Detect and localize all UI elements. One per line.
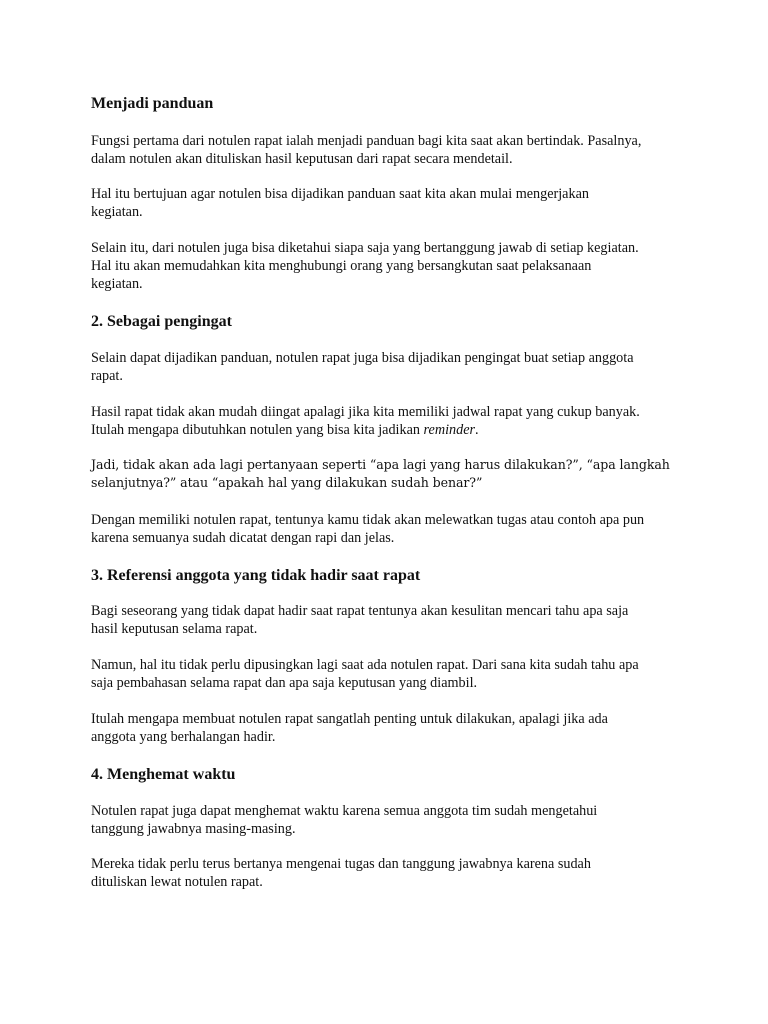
paragraph (91, 855, 691, 891)
text-line: Jadi, tidak akan ada lagi pertanyaan seperti “apa lagi yang harus dilakukan?”, “apa langkah (91, 457, 670, 472)
paragraph (91, 456, 691, 492)
text-line: Selain dapat dijadikan panduan, notulen rapat juga bisa dijadikan pengingat buat setiap anggota (91, 350, 634, 366)
text-line: kegiatan. (91, 276, 143, 292)
paragraph (91, 349, 691, 385)
text-line: Namun, hal itu tidak perlu dipusingkan lagi saat ada notulen rapat. Dari sana kita sudah tahu apa (91, 657, 639, 673)
text-line: Mereka tidak perlu terus bertanya mengenai tugas dan tanggung jawabnya karena sudah (91, 856, 591, 872)
emphasis-text: reminder (423, 422, 476, 438)
text-segment: . (475, 422, 479, 438)
text-line: Itulah mengapa membuat notulen rapat sangatlah penting untuk dilakukan, apalagi jika ada (91, 711, 608, 727)
text-line: Fungsi pertama dari notulen rapat ialah menjadi panduan bagi kita saat akan bertindak. Pasalnya, (91, 133, 642, 149)
text-line: dituliskan lewat notulen rapat. (91, 874, 263, 890)
paragraph (91, 239, 691, 293)
text-line: kegiatan. (91, 204, 143, 220)
text-line: hasil keputusan selama rapat. (91, 621, 258, 637)
text-line: karena semuanya sudah dicatat dengan rapi dan jelas. (91, 530, 395, 546)
text-line: Selain itu, dari notulen juga bisa diketahui siapa saja yang bertanggung jawab di setiap kegiatan. (91, 240, 639, 256)
paragraph (91, 403, 691, 439)
paragraph (91, 185, 691, 221)
section-heading: 3. Referensi anggota yang tidak hadir saat rapat (91, 567, 421, 584)
paragraph (91, 602, 691, 638)
paragraph (91, 511, 691, 547)
text-line: anggota yang berhalangan hadir. (91, 729, 276, 745)
section-heading: 4. Menghemat waktu (91, 766, 236, 783)
text-line: selanjutnya?” atau “apakah hal yang dilakukan sudah benar?” (91, 475, 483, 490)
text-line: Hal itu akan memudahkan kita menghubungi orang yang bersangkutan saat pelaksanaan (91, 258, 592, 274)
section-heading: 2. Sebagai pengingat (91, 313, 232, 330)
section-heading: Menjadi panduan (91, 95, 214, 112)
text-line: Hal itu bertujuan agar notulen bisa dijadikan panduan saat kita akan mulai mengerjakan (91, 186, 589, 202)
paragraph (91, 710, 691, 746)
text-line: Bagi seseorang yang tidak dapat hadir saat rapat tentunya akan kesulitan mencari tahu apa saja (91, 603, 629, 619)
paragraph (91, 132, 691, 168)
text-line: tanggung jawabnya masing-masing. (91, 821, 296, 837)
paragraph (91, 656, 691, 692)
text-line: Notulen rapat juga dapat menghemat waktu karena semua anggota tim sudah mengetahui (91, 803, 598, 819)
text-line: rapat. (91, 368, 123, 384)
text-segment: Itulah mengapa dibutuhkan notulen yang bisa kita jadikan (91, 422, 424, 438)
paragraph (91, 802, 691, 838)
text-line (91, 421, 691, 439)
text-line: saja pembahasan selama rapat dan apa saja keputusan yang diambil. (91, 675, 478, 691)
text-line: Dengan memiliki notulen rapat, tentunya kamu tidak akan melewatkan tugas atau contoh apa pun (91, 512, 645, 528)
text-line: dalam notulen akan dituliskan hasil keputusan dari rapat secara mendetail. (91, 151, 513, 167)
text-line: Hasil rapat tidak akan mudah diingat apalagi jika kita memiliki jadwal rapat yang cukup banyak. (91, 404, 640, 420)
